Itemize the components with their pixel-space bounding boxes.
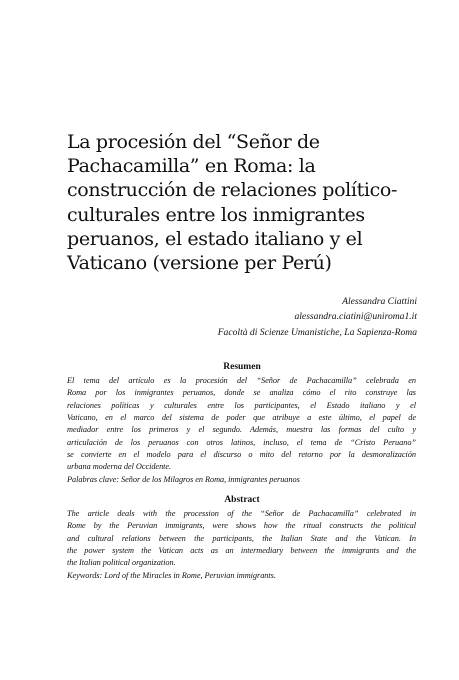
resumen-heading: Resumen bbox=[223, 362, 261, 372]
resumen-line: mediador entre los primeros y el segundo. Además, muestra las formas del culto y bbox=[67, 425, 416, 435]
abstract-body bbox=[67, 508, 416, 582]
abstract-line: The article deals with the procession of the “Señor de Pachacamilla” celebrated in bbox=[67, 509, 416, 518]
paper-title bbox=[67, 130, 417, 275]
author-name: Alessandra Ciattini bbox=[342, 296, 417, 307]
abstract-heading: Abstract bbox=[224, 495, 260, 505]
resumen-line: Roma por los inmigrantes peruanos, donde se analiza cómo el rito construye las bbox=[67, 388, 416, 398]
abstract-line: Rome by the Peruvian immigrants, were shows how the ritual constructs the political bbox=[67, 521, 416, 531]
resumen-line: articulación de los peruanos con otros latinos, incluso, el tema de “Cristo Peruano” bbox=[67, 437, 416, 447]
resumen-line: relaciones políticas y culturales entre los participantes, el Estado italiano y el bbox=[67, 400, 416, 410]
author-block bbox=[218, 294, 417, 340]
abstract-keywords: Keywords: Lord of the Miracles in Rome, Peruvian immigrants. bbox=[67, 570, 276, 580]
resumen-keywords: Palabras clave: Señor de los Milagros en Roma, inmigrantes peruanos bbox=[67, 474, 300, 484]
resumen-body bbox=[67, 375, 416, 486]
author-email: alessandra.ciatini@uniroma1.it bbox=[294, 311, 417, 323]
title-line: Vaticano (versione per Perú) bbox=[67, 252, 332, 275]
author-affiliation: Facoltà di Scienze Umanistiche, La Sapienza-Roma bbox=[217, 326, 417, 338]
resumen-line: urbana moderna del Occidente. bbox=[67, 462, 172, 472]
title-line: culturales entre los inmigrantes bbox=[67, 203, 365, 226]
abstract-line: the Italian political organization. bbox=[67, 558, 176, 568]
title-line: peruanos, el estado italiano y el bbox=[67, 227, 363, 250]
resumen-line: se convierte en el modelo para el discurso o mito del retorno por la desmoralización bbox=[67, 450, 416, 460]
resumen-line: El tema del artículo es la procesión del “Señor de Pachacamilla” celebrada en bbox=[67, 376, 416, 385]
abstract-line: and cultural relations between the participants, the Italian State and the Vatican. In bbox=[67, 533, 416, 543]
resumen-line: Vaticano, en el marco del sistema de poder que atribuye a este último, el papel de bbox=[67, 413, 416, 423]
title-line: construcción de relaciones político- bbox=[67, 179, 398, 202]
title-line: Pachacamilla” en Roma: la bbox=[67, 155, 316, 178]
title-line: La procesión del “Señor de bbox=[67, 131, 320, 153]
abstract-line: the power system the Vatican acts as an intermediary between the immigrants and the bbox=[67, 546, 416, 556]
